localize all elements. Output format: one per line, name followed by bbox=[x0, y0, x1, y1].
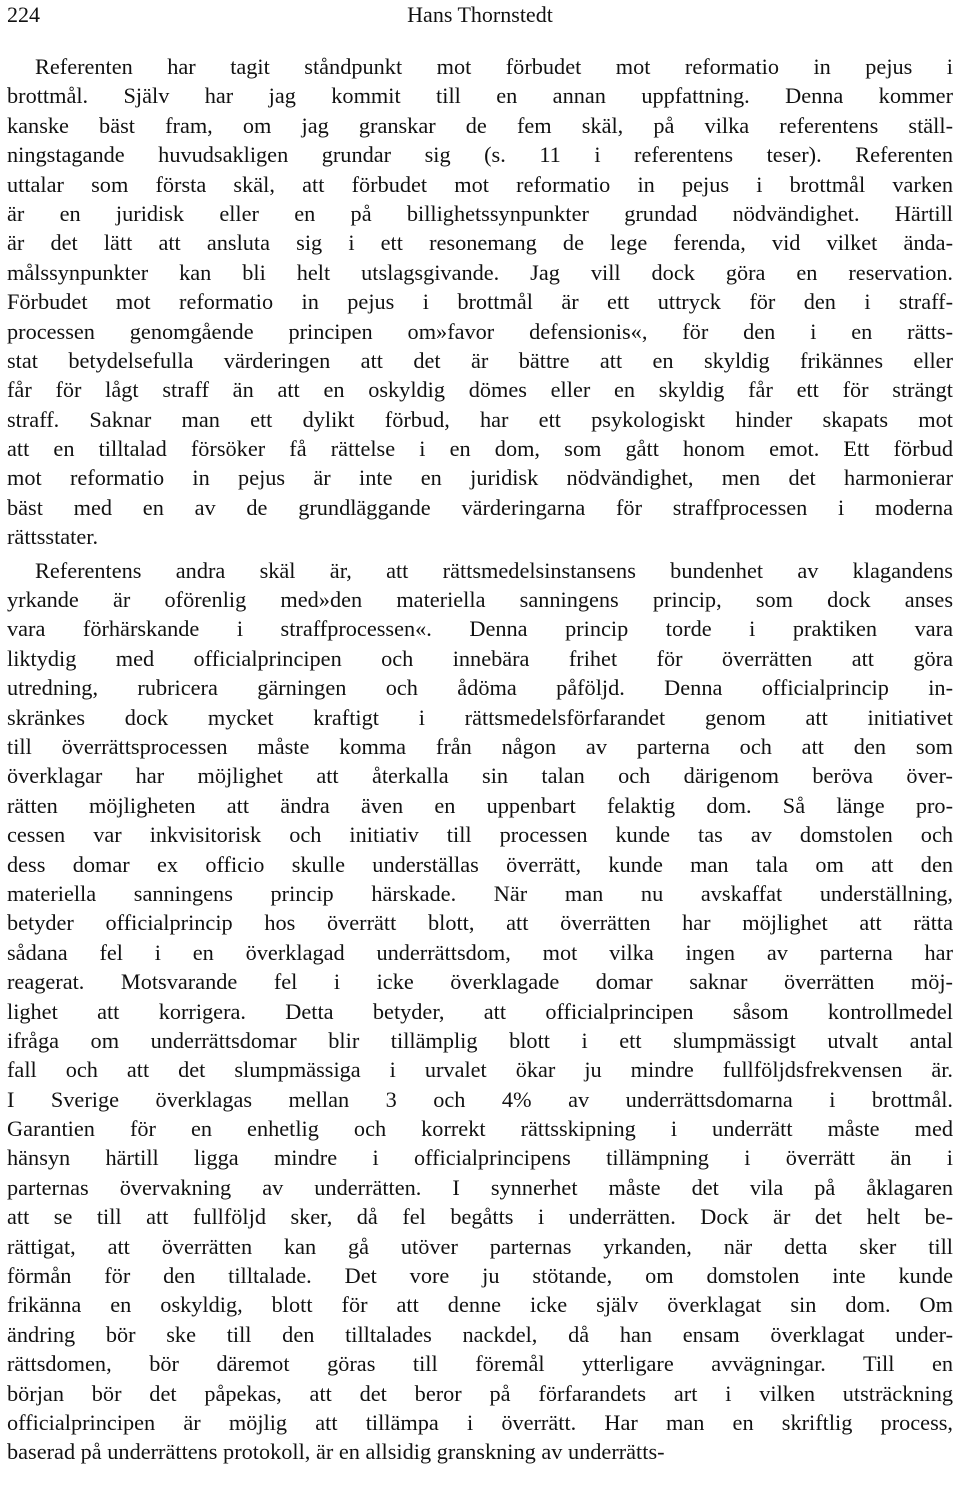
text-line: I Sverige överklagas mellan 3 och 4% av underrättsdomarna i brottmål. bbox=[7, 1086, 953, 1112]
text-line: Förbudet mot reformatio in pejus i brottmål är ett uttryck för den i straff- bbox=[7, 289, 953, 315]
text-line: är en juridisk eller en på billighetssynpunkter grundad nödvändighet. Härtill bbox=[7, 200, 953, 226]
text-line: vara förhärskande i straffprocessen«. Denna princip torde i praktiken vara bbox=[7, 616, 953, 642]
running-header bbox=[7, 0, 953, 30]
text-line: yrkande är oförenlig med»den materiella sanningens princip, som dock anses bbox=[7, 587, 953, 613]
text-line: betyder officialprincip hos överrätt blott, att överrätten har möjlighet att rätta bbox=[7, 910, 953, 936]
text-line: får för lågt straff än att en oskyldig dömes eller en skyldig får ett för strängt bbox=[7, 377, 953, 403]
text-line: parternas övervakning av underrätten. I synnerhet måste det vila på åklagaren bbox=[7, 1174, 953, 1200]
text-line: rätten möjligheten att ändra även en uppenbart felaktig dom. Så länge pro- bbox=[7, 792, 953, 818]
text-line: målssynpunkter kan bli helt utslagsgivande. Jag vill dock göra en reservation. bbox=[7, 259, 953, 285]
running-head-author: Hans Thornstedt bbox=[407, 2, 553, 27]
text-line: liktydig med officialprincipen och innebära frihet för överrätten att göra bbox=[7, 645, 953, 671]
text-line: officialprincipen är möjlig att tillämpa i överrätt. Har man en skriftlig process, bbox=[7, 1409, 953, 1435]
text-line: baserad på underrättens protokoll, är en allsidig granskning av underrätts- bbox=[7, 1439, 665, 1465]
text-line: att en tilltalad försöker få rättelse i en dom, som gått honom emot. Ett förbud bbox=[7, 436, 953, 462]
text-line: brottmål. Själv har jag kommit till en annan uppfattning. Denna kommer bbox=[7, 83, 953, 109]
text-line: Garantien för en enhetlig och korrekt rättsskipning i underrätt måste med bbox=[7, 1116, 953, 1142]
text-line: överklagar har möjlighet att återkalla sin talan och därigenom beröva över- bbox=[7, 763, 953, 789]
text-line: rättsdomen, bör däremot göras till föremål ytterligare avvägningar. Till en bbox=[7, 1351, 953, 1377]
text-line: rättigat, att överrätten kan gå utöver parternas yrkanden, när detta sker till bbox=[7, 1233, 953, 1259]
text-line: till överrättsprocessen måste komma från någon av parterna och att den som bbox=[7, 733, 953, 759]
text-line: dess domar ex officio skulle underställas överrätt, kunde man tala om att den bbox=[7, 851, 953, 877]
text-line: att se till att fullföljd sker, då fel begåtts i underrätten. Dock är det helt be- bbox=[7, 1204, 953, 1230]
text-line: processen genomgående principen om»favor defensionis«, för den i en rätts- bbox=[7, 318, 953, 344]
text-line: utredning, rubricera gärningen och ådöma påföljd. Denna officialprincip in- bbox=[7, 675, 953, 701]
text-line: kanske bäst fram, om jag granskar de fem skäl, på vilka referentens ställ- bbox=[7, 112, 953, 138]
text-line: ifråga om underrättsdomar blir tillämplig blott i ett slumpmässigt utvalt antal bbox=[7, 1027, 953, 1053]
text-line: förmån för den tilltalade. Det vore ju stötande, om domstolen inte kunde bbox=[7, 1263, 953, 1289]
text-line: fall och att det slumpmässiga i urvalet ökar ju mindre fullföljdsfrekvensen är. bbox=[7, 1057, 953, 1083]
paragraph bbox=[7, 556, 953, 1467]
text-line: ningstagande huvudsakligen grundar sig (s. 11 i referentens teser). Referenten bbox=[7, 142, 953, 168]
page-number: 224 bbox=[7, 2, 40, 27]
text-line: stat betydelsefulla värderingen att det är bättre att en skyldig frikännes eller bbox=[7, 347, 953, 373]
text-line: början bör det påpekas, att det beror på förfarandets art i vilken utsträckning bbox=[7, 1380, 953, 1406]
text-line: frikänna en oskyldig, blott för att denne icke själv överklagat sin dom. Om bbox=[7, 1292, 953, 1318]
text-line: ändring bör ske till den tilltalades nackdel, då han ensam överklagat under- bbox=[7, 1321, 953, 1347]
text-line: sådana fel i en överklagad underrättsdom, mot vilka ingen av parterna har bbox=[7, 939, 953, 965]
text-line: Referenten har tagit ståndpunkt mot förbudet mot reformatio in pejus i bbox=[35, 54, 953, 79]
text-line: straff. Saknar man ett dylikt förbud, har ett psykologiskt hinder skapats mot bbox=[7, 406, 953, 432]
text-line: är det lätt att ansluta sig i ett resonemang de lege ferenda, vid vilket ända- bbox=[7, 230, 953, 256]
text-line: hänsyn härtill ligga mindre i officialprincipens tillämpning i överrätt än i bbox=[7, 1145, 953, 1171]
body-text bbox=[7, 52, 953, 1467]
text-line: bäst med en av de grundläggande värderingarna för straffprocessen i moderna bbox=[7, 494, 953, 520]
text-line: skränkes dock mycket kraftigt i rättsmedelsförfarandet genom att initiativet bbox=[7, 704, 953, 730]
text-line: cessen var inkvisitorisk och initiativ till processen kunde tas av domstolen och bbox=[7, 822, 953, 848]
text-line: materiella sanningens princip härskade. När man nu avskaffat underställning, bbox=[7, 880, 953, 906]
text-line: reagerat. Motsvarande fel i icke överklagade domar saknar överrätten möj- bbox=[7, 969, 953, 995]
paragraph bbox=[7, 52, 953, 552]
text-line: mot reformatio in pejus är inte en juridisk nödvändighet, men det harmonierar bbox=[7, 465, 953, 491]
text-line: lighet att korrigera. Detta betyder, att officialprincipen såsom kontrollmedel bbox=[7, 998, 953, 1024]
text-line: Referentens andra skäl är, att rättsmedelsinstansens bundenhet av klagandens bbox=[35, 557, 953, 583]
text-line: uttalar som första skäl, att förbudet mot reformatio in pejus i brottmål varken bbox=[7, 171, 953, 197]
text-line: rättsstater. bbox=[7, 524, 99, 550]
